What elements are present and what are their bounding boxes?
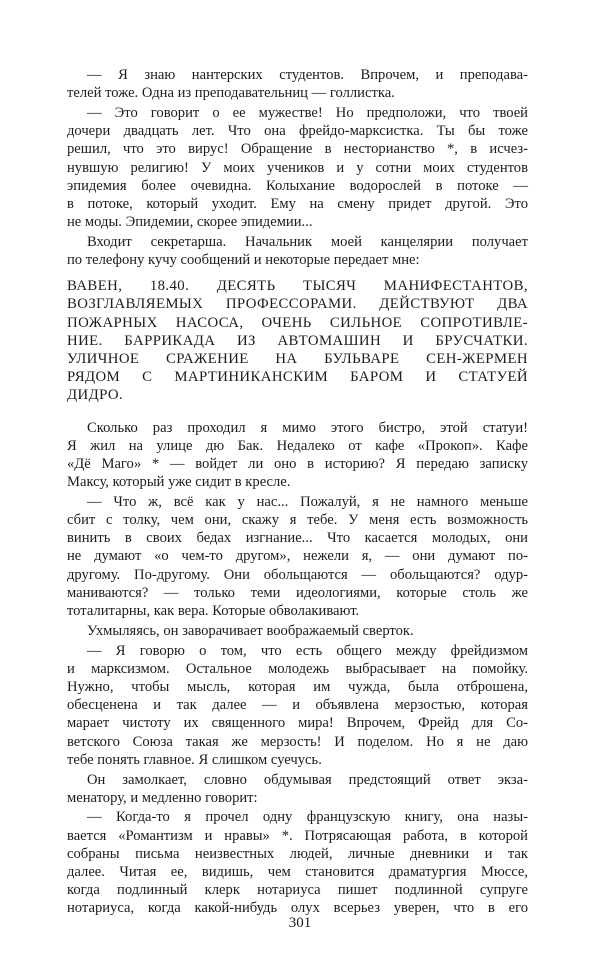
text-line: НИЕ. БАРРИКАДА ИЗ АВТОМАШИН И БРУСЧАТКИ. bbox=[67, 332, 528, 349]
text-line: далее. Читая ее, видишь, чем становится драматургия Мюссе, bbox=[67, 864, 528, 881]
text-line: — Я говорю о том, что есть общего между фрейдизмом bbox=[87, 642, 528, 659]
paragraph bbox=[67, 233, 528, 269]
text-line: — Что ж, всё как у нас... Пожалуй, я не намного меньше bbox=[87, 493, 528, 510]
text-line: нотариуса, когда какой-нибудь олух всерьез уверен, что в его bbox=[67, 900, 528, 917]
text-line: Я жил на улице дю Бак. Недалеко от кафе «Прокоп». Кафе bbox=[67, 437, 528, 454]
page-number: 301 bbox=[288, 915, 312, 931]
paragraph bbox=[67, 104, 528, 231]
text-line: эпидемия более очевидна. Колыхание водорослей в потоке — bbox=[67, 177, 528, 194]
telegram-message-block bbox=[67, 277, 528, 404]
text-line: РЯДОМ С МАРТИНИКАНСКИМ БАРОМ И СТАТУЕЙ bbox=[67, 369, 528, 386]
text-line: когда подлинный клерк нотариуса пишет подлинной супруге bbox=[67, 882, 528, 899]
text-line: телей тоже. Одна из преподавательниц — голлистка. bbox=[67, 85, 395, 102]
text-line: тоталитарны, как вера. Которые обволакивают. bbox=[67, 603, 360, 620]
text-line: Сколько раз проходил я мимо этого бистро, этой статуи! bbox=[87, 419, 528, 436]
paragraph bbox=[67, 808, 528, 917]
text-line: по телефону кучу сообщений и некоторые передает мне: bbox=[67, 252, 420, 269]
paragraph bbox=[67, 771, 528, 807]
text-line: ДИДРО. bbox=[67, 387, 124, 404]
text-line: — Это говорит о ее мужестве! Но предположи, что твоей bbox=[87, 104, 528, 121]
text-line: в потоке, который уходит. Ему на смену придет другой. Это bbox=[67, 195, 528, 212]
paragraph bbox=[67, 642, 528, 769]
text-line: ВОЗГЛАВЛЯЕМЫХ ПРОФЕССОРАМИ. ДЕЙСТВУЮТ ДВА bbox=[67, 296, 528, 313]
text-line: Ухмыляясь, он заворачивает воображаемый сверток. bbox=[87, 622, 414, 639]
paragraph bbox=[67, 622, 528, 640]
text-line: ПОЖАРНЫХ НАСОСА, ОЧЕНЬ СИЛЬНОЕ СОПРОТИВЛЕ- bbox=[67, 314, 528, 331]
text-line: решил, что это вирус! Обращение в несторианство *, в исчез- bbox=[67, 141, 528, 158]
text-line: Входит секретарша. Начальник моей канцелярии получает bbox=[87, 233, 528, 250]
text-line: маниваются? — только теми идеологиями, которые столь же bbox=[67, 584, 528, 601]
text-line: и марксизмом. Остальное молодежь выбрасывает на помойку. bbox=[67, 660, 528, 677]
paragraph bbox=[67, 493, 528, 620]
text-line: нувшую религию! У моих учеников и у сотни моих студентов bbox=[67, 159, 528, 176]
text-line: «Дё Маго» * — войдет ли оно в историю? Я передаю записку bbox=[67, 455, 528, 472]
text-line: Нужно, чтобы мысль, которая им чужда, была отброшена, bbox=[67, 678, 528, 695]
text-line: Максу, который уже сидит в кресле. bbox=[67, 474, 291, 491]
text-line: дочери двадцать лет. Что она фрейдо-марксистка. Ты бы тоже bbox=[67, 123, 528, 140]
text-line: винить в своих бедах изгнание... Что касается молодых, они bbox=[67, 530, 528, 547]
text-line: обесценена и так далее — и объявлена мерзостью, которая bbox=[67, 697, 528, 714]
text-line: сбит с толку, чем они, скажу я тебе. У меня есть возможность bbox=[67, 512, 528, 529]
book-page-text bbox=[67, 66, 528, 919]
paragraph bbox=[67, 66, 528, 102]
text-line: — Я знаю нантерских студентов. Впрочем, и преподава- bbox=[87, 67, 528, 83]
text-line: вается «Романтизм и нравы» *. Потрясающая работа, в которой bbox=[67, 827, 528, 844]
text-line: менатору, и медленно говорит: bbox=[67, 789, 258, 806]
text-line: другому. По-другому. Они обольщаются — обольщаются? одур- bbox=[67, 566, 528, 583]
text-line: ветского Союза такая же мерзость! И поделом. Но я не даю bbox=[67, 733, 528, 750]
text-line: не моды. Эпидемии, скорее эпидемии... bbox=[67, 214, 313, 231]
text-line: — Когда-то я прочел одну французскую книгу, она назы- bbox=[87, 809, 528, 826]
paragraph bbox=[67, 419, 528, 492]
text-line: УЛИЧНОЕ СРАЖЕНИЕ НА БУЛЬВАРЕ СЕН-ЖЕРМЕН bbox=[67, 351, 528, 367]
text-line: Он замолкает, словно обдумывая предстоящий ответ экза- bbox=[87, 771, 528, 788]
text-line: тебе понять главное. Я слишком суечусь. bbox=[67, 751, 322, 768]
text-line: не думают «о чем-то другом», нежели я, — они думают по- bbox=[67, 548, 528, 565]
text-line: ВАВЕН, 18.40. ДЕСЯТЬ ТЫСЯЧ МАНИФЕСТАНТОВ, bbox=[67, 278, 528, 295]
text-line: собраны письма неизвестных людей, личные дневники и так bbox=[67, 845, 528, 862]
text-line: марает чистоту их священного мира! Впрочем, Фрейд для Со- bbox=[67, 715, 528, 732]
